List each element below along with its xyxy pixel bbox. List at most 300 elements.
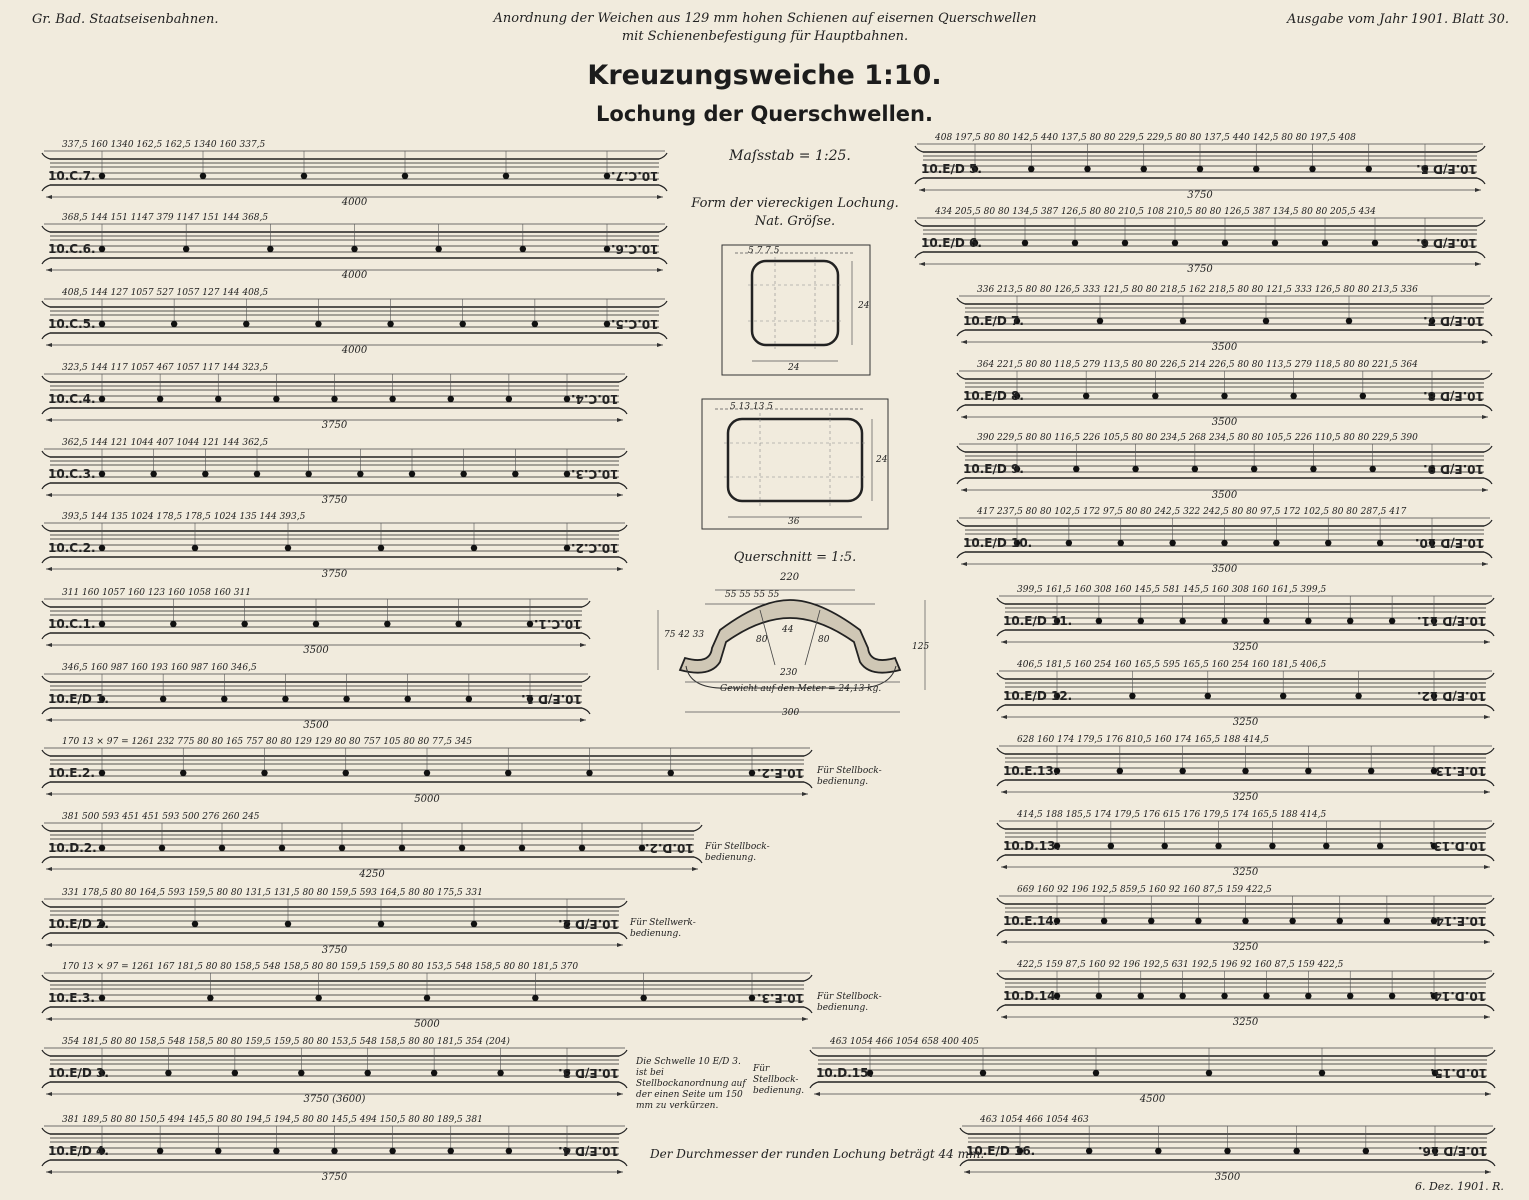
sleeper-total-length: 3500 [1211, 342, 1238, 353]
sleeper-label: 10.E/D 12. [1003, 689, 1073, 703]
sleeper-10-c-5 [42, 288, 667, 356]
hole-marker [1389, 993, 1395, 999]
sleeper-label: 10.D.13. [1003, 839, 1061, 853]
sleeper-dimensions: 170 13 × 97 = 1261 167 181,5 80 80 158,5 548 158,5 80 80 159,5 159,5 80 80 153,5 548 158,5 80 80 181,5 370 [62, 962, 579, 972]
hole-marker [1022, 240, 1028, 246]
hole-marker [586, 770, 592, 776]
hole-marker [365, 1070, 371, 1076]
hole-marker [1169, 540, 1175, 546]
page-title: Kreuzungsweiche 1:10. [587, 60, 942, 91]
cross-section-base: 230 [780, 668, 798, 678]
sleeper-dimensions: 393,5 144 135 1024 178,5 178,5 1024 135 144 393,5 [62, 512, 306, 522]
sleeper-label: 10.E/D 8. [963, 389, 1024, 403]
sleeper-label-mirrored: 10.E/D 10. [1414, 536, 1484, 550]
hole-marker [1206, 1070, 1212, 1076]
hole-marker [1263, 993, 1269, 999]
hole-marker [1101, 918, 1107, 924]
cross-section-top-width: 220 [780, 572, 800, 583]
hole-marker [506, 1148, 512, 1154]
sleeper-10-e-14 [997, 885, 1494, 953]
hole-marker [1093, 1070, 1099, 1076]
hole-marker [1221, 393, 1227, 399]
sleeper-label-mirrored: 10.C.5. [611, 317, 659, 331]
sleeper-label: 10.E.3. [48, 991, 95, 1005]
hole-marker [497, 1070, 503, 1076]
hole-marker [202, 471, 208, 477]
sleeper-label: 10.E/D 1. [48, 692, 109, 706]
hole-marker [1242, 918, 1248, 924]
hole-marker [378, 545, 384, 551]
sleeper-dimensions: 323,5 144 117 1057 467 1057 117 144 323,5 [62, 363, 269, 373]
hole-marker [1368, 768, 1374, 774]
hole-marker [315, 321, 321, 327]
sleeper-label-mirrored: 10.E/D 1. [521, 692, 582, 706]
sleeper-label-mirrored: 10.E.2. [757, 766, 804, 780]
issuer-text: Gr. Bad. Staatseisenbahnen. [32, 12, 219, 27]
hole-marker [1224, 1148, 1230, 1154]
hole-marker [1195, 918, 1201, 924]
hole-marker [1083, 393, 1089, 399]
hole-marker [455, 621, 461, 627]
sleeper-10-e-d-5 [915, 133, 1485, 201]
sleeper-total-length: 3500 [303, 720, 329, 731]
sleeper-10-e-d-6 [915, 207, 1485, 275]
hole-marker [1222, 240, 1228, 246]
cross-section-angle-right: 80 [818, 635, 830, 645]
hole-marker [431, 1070, 437, 1076]
hole-marker [512, 471, 518, 477]
hole-marker [165, 1070, 171, 1076]
sleeper-total-length: 5000 [414, 794, 440, 805]
scale-text: Maſsstab = 1:25. [729, 148, 851, 164]
hole-marker [1179, 618, 1185, 624]
hole-marker [1289, 918, 1295, 924]
sleeper-label: 10.E.13. [1003, 764, 1059, 778]
sleeper-label-mirrored: 10.E/D 8. [1423, 389, 1484, 403]
sleeper-label-mirrored: 10.E/D 5. [1416, 162, 1477, 176]
hole-marker [1118, 540, 1124, 546]
hole-marker [171, 321, 177, 327]
sleeper-total-length: 3250 [1232, 792, 1259, 803]
hole-marker [192, 545, 198, 551]
hole-marker [520, 246, 526, 252]
hole-marker [506, 396, 512, 402]
sleeper-dimensions: 463 1054 466 1054 463 [980, 1115, 1089, 1125]
hole-marker [564, 471, 570, 477]
hole-marker [1122, 240, 1128, 246]
sleeper-label: 10.C.5. [48, 317, 96, 331]
sleeper-total-length: 3250 [1232, 717, 1259, 728]
hole-marker [1272, 240, 1278, 246]
hole-marker [99, 995, 105, 1001]
hole-marker [532, 995, 538, 1001]
sleeper-label: 10.E/D 9. [963, 462, 1024, 476]
hole-marker [1325, 540, 1331, 546]
sleeper-label: 10.E/D 3. [48, 1066, 109, 1080]
hole-marker [1132, 466, 1138, 472]
sleeper-total-length: 3750 [321, 945, 348, 956]
sleeper-label: 10.E/D 16. [966, 1144, 1036, 1158]
sleeper-total-length: 3250 [1232, 942, 1259, 953]
hole-marker [99, 396, 105, 402]
sleeper-10-d-2 [42, 812, 702, 880]
hole-marker [99, 770, 105, 776]
sleeper-label-mirrored: 10.C.1. [534, 617, 582, 631]
sleeper-dimensions: 408,5 144 127 1057 527 1057 127 144 408,5 [62, 288, 269, 298]
hole-marker [564, 545, 570, 551]
hole-marker [668, 770, 674, 776]
hole-marker [343, 696, 349, 702]
sleeper-label-mirrored: 10.E/D 11. [1416, 614, 1486, 628]
hole-marker [532, 321, 538, 327]
sleeper-dimensions: 406,5 181,5 160 254 160 165,5 595 165,5 160 254 160 181,5 406,5 [1017, 660, 1327, 670]
hole-marker [1384, 918, 1390, 924]
sleeper-label-mirrored: 10.C.3. [571, 467, 619, 481]
hole-marker [448, 396, 454, 402]
sleeper-dimensions: 364 221,5 80 80 118,5 279 113,5 80 80 226,5 214 226,5 80 80 113,5 279 118,5 80 80 221,5 364 [977, 360, 1418, 370]
sleeper-label: 10.E/D 2. [48, 917, 109, 931]
sleeper-label-mirrored: 10.C.4. [571, 392, 619, 406]
hole-marker [1251, 466, 1257, 472]
hole-marker [1172, 240, 1178, 246]
sleeper-10-c-6 [42, 213, 667, 281]
hole-marker [604, 321, 610, 327]
hole-marker [384, 621, 390, 627]
sleeper-label: 10.E.2. [48, 766, 95, 780]
sleeper-dimensions: 414,5 188 185,5 174 179,5 176 615 176 179,5 174 165,5 188 414,5 [1017, 810, 1327, 820]
sleeper-10-d-14 [997, 960, 1494, 1028]
hole-marker [99, 545, 105, 551]
hole-marker [279, 845, 285, 851]
hole-marker [1129, 693, 1135, 699]
hole-marker [1179, 993, 1185, 999]
hole-marker [215, 396, 221, 402]
sleeper-dimensions: 362,5 144 121 1044 407 1044 121 144 362,5 [62, 438, 269, 448]
sleeper-10-c-7 [42, 140, 667, 208]
hole-marker [99, 173, 105, 179]
hole-marker [99, 321, 105, 327]
hole-marker [1305, 618, 1311, 624]
cross-section-angle-left: 80 [756, 635, 768, 645]
hole-shape-title-line-2: Nat. Gröſse. [754, 214, 836, 229]
hole-marker [157, 1148, 163, 1154]
sleeper-10-e-d-12 [997, 660, 1494, 728]
sleeper-label: 10.D.2. [48, 841, 97, 855]
hole-marker [1221, 618, 1227, 624]
hole-marker [980, 1070, 986, 1076]
hole-marker [1221, 993, 1227, 999]
hole-marker [1309, 166, 1315, 172]
note-stellbock-2: Für Stellbock-bedienung. [705, 842, 770, 863]
cross-section-left-dims: 75 42 33 [664, 630, 705, 640]
note-stellbock-3: Für Stellbock-bedienung. [817, 992, 882, 1013]
sleeper-label-mirrored: 10.D.14. [1428, 989, 1486, 1003]
sheet-description [400, 10, 1130, 46]
sleeper-label-mirrored: 10.D.15. [1429, 1066, 1487, 1080]
sleeper-label: 10.E/D 6. [921, 236, 982, 250]
hole-marker [305, 471, 311, 477]
hole-marker [1096, 993, 1102, 999]
hole-marker [1263, 618, 1269, 624]
hole-marker [460, 321, 466, 327]
sleeper-label: 10.C.4. [48, 392, 96, 406]
hole-marker [1097, 318, 1103, 324]
hole-marker [99, 246, 105, 252]
hole-marker [99, 621, 105, 627]
note-stellwerk: Für Stellwerk-bedienung. [630, 918, 696, 939]
sleeper-dimensions: 390 229,5 80 80 116,5 226 105,5 80 80 234,5 268 234,5 80 80 105,5 226 110,5 80 80 229,5 390 [977, 433, 1418, 443]
sleeper-label-mirrored: 10.E/D 3. [558, 1066, 619, 1080]
rect-hole-side-dim: 24 [876, 455, 888, 465]
sleeper-dimensions: 346,5 160 987 160 193 160 987 160 346,5 [62, 663, 257, 673]
hole-marker [1096, 618, 1102, 624]
rect-hole-top-dims: 5 13 13 5 [730, 402, 773, 412]
sleeper-10-e-d-2 [42, 888, 627, 956]
hole-marker [1319, 1070, 1325, 1076]
rect-hole-bottom-dim: 36 [788, 517, 800, 527]
sleeper-label: 10.D.15. [816, 1066, 874, 1080]
cross-section-segments: 55 55 55 55 [725, 590, 780, 600]
sleeper-10-d-15 [810, 1037, 1495, 1105]
cross-section-mid-dim: 44 [782, 625, 794, 635]
hole-marker [99, 845, 105, 851]
sleeper-10-d-13 [997, 810, 1494, 878]
hole-marker [254, 471, 260, 477]
hole-marker [1192, 466, 1198, 472]
sleeper-label-mirrored: 10.C.6. [611, 242, 659, 256]
sleeper-dimensions: 381 500 593 451 451 593 500 276 260 245 [62, 812, 260, 822]
hole-marker [207, 995, 213, 1001]
hole-marker [1028, 166, 1034, 172]
sleeper-total-length: 3250 [1232, 1017, 1259, 1028]
hole-marker [579, 845, 585, 851]
hole-marker [1323, 843, 1329, 849]
hole-marker [389, 396, 395, 402]
sleeper-10-e-2 [42, 737, 812, 805]
hole-marker [200, 173, 206, 179]
hole-marker [285, 921, 291, 927]
hole-marker [273, 1148, 279, 1154]
sleeper-label: 10.E.14. [1003, 914, 1059, 928]
sleeper-dimensions: 381 189,5 80 80 150,5 494 145,5 80 80 194,5 194,5 80 80 145,5 494 150,5 80 80 189,5 381 [62, 1115, 483, 1125]
sleeper-10-c-4 [42, 363, 627, 431]
sheet-description-line-2: mit Schienenbefestigung für Hauptbahnen. [621, 29, 909, 44]
hole-marker [1337, 918, 1343, 924]
sleeper-10-e-d-4 [42, 1115, 627, 1183]
sleeper-total-length: 3500 [1211, 564, 1238, 575]
sleeper-dimensions: 399,5 161,5 160 308 160 145,5 581 145,5 160 308 160 161,5 399,5 [1017, 585, 1327, 595]
sleeper-total-length: 3750 [1187, 264, 1213, 275]
sleeper-10-e-d-1 [42, 663, 590, 731]
sleeper-total-length: 3750 [321, 1172, 348, 1183]
hole-marker [1310, 466, 1316, 472]
square-hole-top-dims: 5 7 7 5 [748, 246, 780, 256]
hole-marker [1180, 318, 1186, 324]
hole-marker [1215, 843, 1221, 849]
sleeper-10-e-d-10 [957, 507, 1492, 575]
note-stellbock-4: Für Stellbock-bedienung. [753, 1064, 805, 1096]
sleeper-label-mirrored: 10.E.14. [1430, 914, 1486, 928]
hole-marker [1370, 466, 1376, 472]
sleeper-total-length: 3750 [321, 495, 348, 506]
hole-marker [466, 696, 472, 702]
hole-marker [1242, 768, 1248, 774]
hole-marker [424, 995, 430, 1001]
hole-marker [331, 396, 337, 402]
hole-marker [160, 696, 166, 702]
hole-marker [1347, 618, 1353, 624]
hole-marker [399, 845, 405, 851]
cross-section-title: Querschnitt = 1:5. [733, 550, 857, 565]
hole-marker [1073, 466, 1079, 472]
sleeper-dimensions: 417 237,5 80 80 102,5 172 97,5 80 80 242,5 322 242,5 80 80 97,5 172 102,5 80 80 287,5 417 [977, 507, 1407, 517]
hole-marker [192, 921, 198, 927]
hole-marker [564, 396, 570, 402]
sleeper-dimensions: 337,5 160 1340 162,5 162,5 1340 160 337,5 [62, 140, 266, 150]
sleeper-total-length: 3500 [303, 645, 329, 656]
hole-marker [1366, 166, 1372, 172]
sleeper-dimensions: 669 160 92 196 192,5 859,5 160 92 160 87,5 159 422,5 [1017, 885, 1272, 895]
hole-marker [1263, 318, 1269, 324]
sleeper-label-mirrored: 10.E/D 7. [1423, 314, 1484, 328]
hole-marker [389, 1148, 395, 1154]
hole-marker [459, 845, 465, 851]
hole-marker [1066, 540, 1072, 546]
hole-marker [1197, 166, 1203, 172]
hole-marker [1360, 393, 1366, 399]
square-hole-side-dim: 24 [858, 301, 870, 311]
sleeper-label: 10.C.2. [48, 541, 96, 555]
hole-marker [409, 471, 415, 477]
sleeper-label: 10.C.7. [48, 169, 96, 183]
hole-marker [1355, 693, 1361, 699]
hole-marker [241, 621, 247, 627]
sleeper-total-length: 3750 [1187, 190, 1213, 201]
square-hole-bottom-dim: 24 [788, 363, 800, 373]
sleeper-label: 10.E/D 4. [48, 1144, 109, 1158]
hole-marker [405, 696, 411, 702]
hole-marker [150, 471, 156, 477]
hole-marker [1138, 993, 1144, 999]
hole-marker [315, 995, 321, 1001]
rect-hole-figure [700, 397, 890, 532]
sleeper-label-mirrored: 10.E/D 2. [558, 917, 619, 931]
hole-marker [1290, 393, 1296, 399]
edition-text: Ausgabe vom Jahr 1901. Blatt 30. [1286, 12, 1509, 27]
sleeper-10-e-d-7 [957, 285, 1492, 353]
hole-marker [343, 770, 349, 776]
hole-marker [357, 471, 363, 477]
hole-marker [1377, 540, 1383, 546]
hole-marker [285, 545, 291, 551]
hole-marker [1305, 993, 1311, 999]
hole-marker [424, 770, 430, 776]
sleeper-dimensions: 408 197,5 80 80 142,5 440 137,5 80 80 229,5 229,5 80 80 137,5 440 142,5 80 80 197,5 408 [935, 133, 1356, 143]
sleeper-dimensions: 422,5 159 87,5 160 92 196 192,5 631 192,5 196 92 160 87,5 159 422,5 [1017, 960, 1344, 970]
hole-marker [1346, 318, 1352, 324]
note-schwelle: Die Schwelle 10 E/D 3. ist bei Stellbockanordnung auf der einen Seite um 150 mm zu verkürzen. [636, 1057, 746, 1111]
hole-marker [1293, 1148, 1299, 1154]
sleeper-label: 10.C.3. [48, 467, 96, 481]
sleeper-total-length: 4000 [341, 270, 368, 281]
sleeper-label-mirrored: 10.E/D 9. [1423, 462, 1484, 476]
page-subtitle: Lochung der Querschwellen. [596, 102, 933, 126]
hole-marker [1363, 1148, 1369, 1154]
hole-shape-title [660, 195, 930, 231]
hole-marker [339, 845, 345, 851]
sleeper-total-length: 4000 [341, 345, 368, 356]
hole-marker [640, 995, 646, 1001]
hole-marker [460, 471, 466, 477]
hole-marker [1280, 693, 1286, 699]
hole-marker [527, 621, 533, 627]
sleeper-dimensions: 336 213,5 80 80 126,5 333 121,5 80 80 218,5 162 218,5 80 80 121,5 333 126,5 80 80 213,5 336 [977, 285, 1418, 295]
hole-marker [1273, 540, 1279, 546]
hole-marker [1253, 166, 1259, 172]
note-stellbock-1: Für Stellbock-bedienung. [817, 766, 882, 787]
hole-marker [298, 1070, 304, 1076]
sleeper-label-mirrored: 10.E.3. [757, 991, 804, 1005]
hole-marker [219, 845, 225, 851]
hole-marker [1269, 843, 1275, 849]
hole-marker [1179, 768, 1185, 774]
hole-marker [221, 696, 227, 702]
hole-marker [1072, 240, 1078, 246]
square-hole-figure [720, 243, 880, 378]
hole-marker [1322, 240, 1328, 246]
hole-shape-title-line-1: Form der viereckigen Lochung. [691, 196, 899, 211]
signature: 6. Dez. 1901. R. [1415, 1180, 1504, 1193]
hole-marker [471, 921, 477, 927]
hole-marker [351, 246, 357, 252]
sleeper-dimensions: 628 160 174 179,5 176 810,5 160 174 165,5 188 414,5 [1017, 735, 1269, 745]
hole-marker [157, 396, 163, 402]
sleeper-dimensions: 311 160 1057 160 123 160 1058 160 311 [62, 588, 251, 598]
sleeper-label: 10.E/D 10. [963, 536, 1033, 550]
sleeper-label-mirrored: 10.C.2. [571, 541, 619, 555]
sleeper-10-e-13 [997, 735, 1494, 803]
hole-marker [261, 770, 267, 776]
sleeper-total-length: 3250 [1232, 642, 1259, 653]
sleeper-total-length: 3750 [321, 420, 348, 431]
hole-marker [273, 396, 279, 402]
hole-marker [1086, 1148, 1092, 1154]
sleeper-label-mirrored: 10.E.13. [1430, 764, 1486, 778]
hole-marker [435, 246, 441, 252]
hole-marker [387, 321, 393, 327]
hole-marker [232, 1070, 238, 1076]
sleeper-total-length: 5000 [414, 1019, 440, 1030]
hole-marker [301, 173, 307, 179]
hole-marker [243, 321, 249, 327]
hole-marker [402, 173, 408, 179]
hole-marker [749, 770, 755, 776]
hole-marker [448, 1148, 454, 1154]
hole-marker [1108, 843, 1114, 849]
hole-marker [1152, 393, 1158, 399]
hole-marker [183, 246, 189, 252]
sleeper-10-c-2 [42, 512, 627, 580]
sleeper-total-length: 4000 [341, 197, 368, 208]
hole-marker [1389, 618, 1395, 624]
hole-marker [1377, 843, 1383, 849]
hole-marker [1372, 240, 1378, 246]
hole-marker [1138, 618, 1144, 624]
hole-marker [180, 770, 186, 776]
sleeper-label-mirrored: 10.D.13. [1428, 839, 1486, 853]
sheet-description-line-1: Anordnung der Weichen aus 129 mm hohen Schienen auf eisernen Querschwellen [493, 11, 1037, 26]
sleeper-label-mirrored: 10.C.7. [611, 169, 659, 183]
